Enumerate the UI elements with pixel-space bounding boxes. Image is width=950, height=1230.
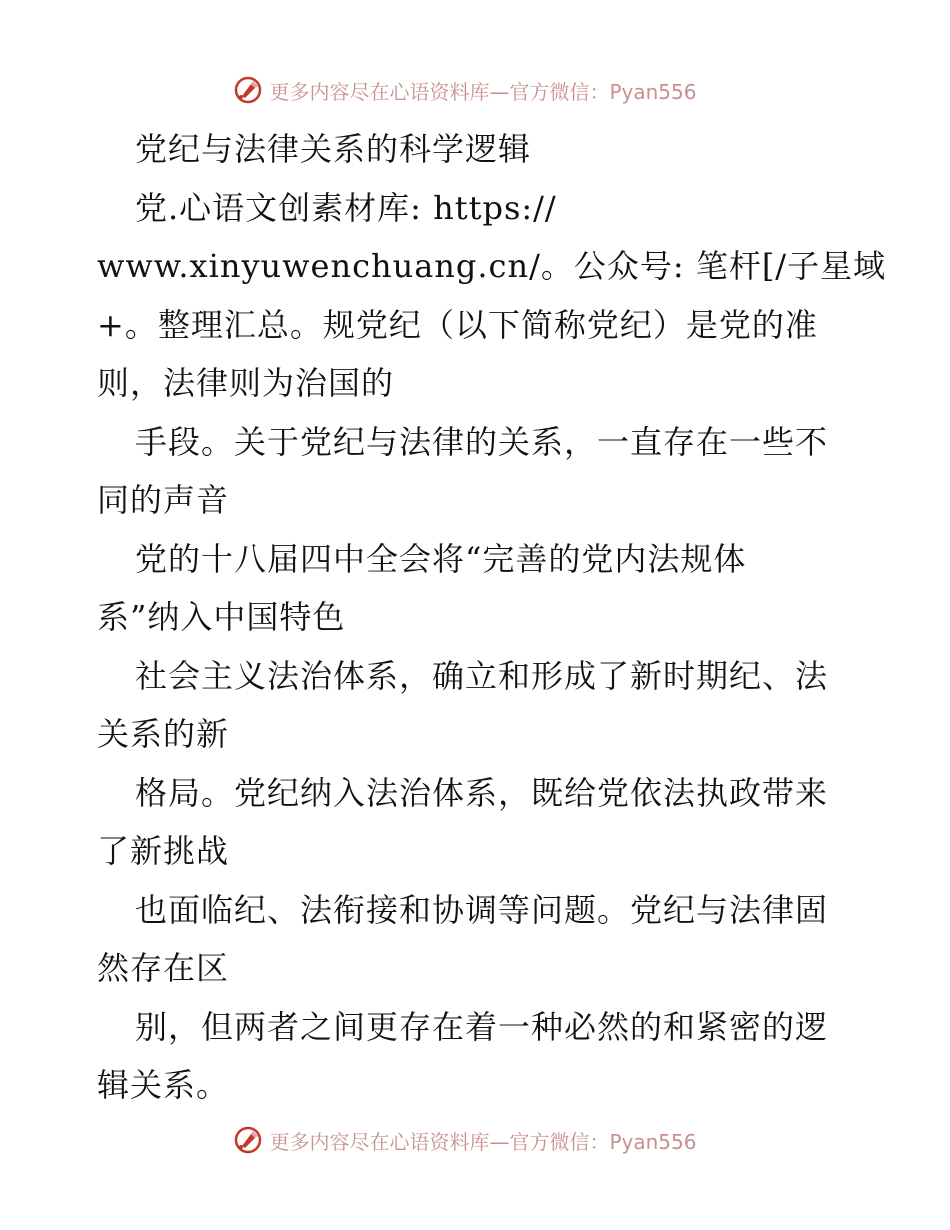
footer-banner [0, 1120, 950, 1160]
text-line: 党的十八届四中全会将“完善的党内法规体 [135, 539, 747, 578]
footer-banner-text: 更多内容尽在心语资料库—官方微信：Pyan556 [269, 1129, 697, 1154]
document-body [97, 120, 887, 1115]
footer-banner-inner [233, 1125, 696, 1155]
text-line: 社会主义法治体系，确立和形成了新时期纪、法 [135, 656, 829, 695]
text-line: 了新挑战 [97, 832, 230, 870]
header-banner-text: 更多内容尽在心语资料库—官方微信：Pyan556 [269, 79, 697, 104]
text-line: 也面临纪、法衔接和协调等问题。党纪与法律固 [135, 890, 829, 929]
text-line: 手段。关于党纪与法律的关系，一直存在一些不 [135, 422, 829, 461]
pen-nib-logo-icon [233, 1125, 263, 1155]
text-line: 格局。党纪纳入法治体系，既给党依法执政带来 [135, 773, 829, 812]
text-line: 则，法律则为治国的 [97, 364, 395, 402]
text-line: 关系的新 [97, 715, 230, 753]
pen-nib-logo-icon [233, 75, 263, 105]
text-line: +。整理汇总。规党纪（以下简称党纪）是党的准 [97, 305, 818, 344]
header-banner [0, 70, 950, 110]
text-line: 辑关系。 [97, 1066, 230, 1104]
text-line: 系”纳入中国特色 [97, 598, 346, 636]
text-line: 同的声音 [97, 481, 230, 519]
document-title: 党纪与法律关系的科学逻辑 [135, 130, 532, 168]
text-line: 党.心语文创素材库: https:// [135, 188, 557, 227]
text-line: 别，但两者之间更存在着一种必然的和紧密的逻 [135, 1007, 829, 1046]
text-line: www.xinyuwenchuang.cn/。公众号: 笔杆[/子星域 [97, 247, 887, 285]
header-banner-inner [233, 75, 696, 105]
text-line: 然存在区 [97, 949, 230, 987]
